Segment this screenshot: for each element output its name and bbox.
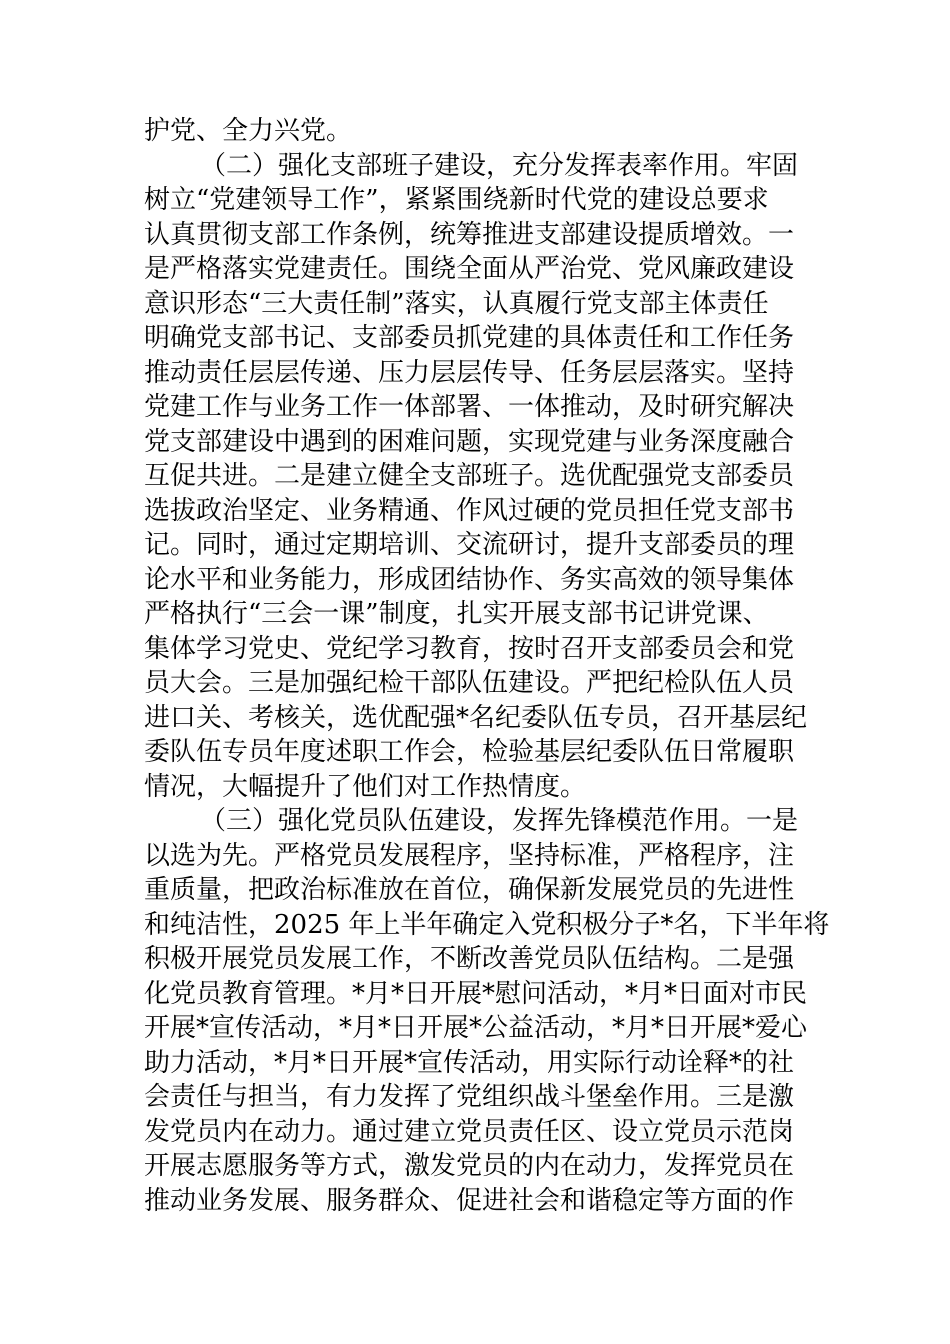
text-line: 论水平和业务能力，形成团结协作、务实高效的领导集体 — [144, 564, 795, 595]
text-line: 推动责任层层传递、压力层层传导、任务层层落实。坚持 — [144, 357, 795, 388]
text-line: 选拔政治坚定、业务精通、作风过硬的党员担任党支部书 — [144, 495, 795, 526]
text-line: 委队伍专员年度述职工作会，检验基层纪委队伍日常履职 — [144, 737, 795, 767]
text-line: 会责任与担当，有力发挥了党组织战斗堡垒作用。三是激 — [144, 1082, 795, 1112]
text-line: 和纯洁性，2025 年上半年确定入党积极分子*名，下半年将 — [144, 909, 830, 940]
text-line: 员大会。三是加强纪检干部队伍建设。严把纪检队伍人员 — [144, 668, 795, 698]
text-line: 党支部建设中遇到的困难问题，实现党建与业务深度融合 — [144, 426, 795, 457]
text-line: 护党、全力兴党。 — [144, 116, 353, 146]
text-line: 是严格落实党建责任。围绕全面从严治党、党风廉政建设 — [144, 254, 795, 284]
text-line: 开展志愿服务等方式，激发党员的内在动力，发挥党员在 — [144, 1151, 795, 1181]
text-line: 认真贯彻支部工作条例，统筹推进支部建设提质增效。一 — [144, 219, 795, 250]
text-line: 记。同时，通过定期培训、交流研讨，提升支部委员的理 — [144, 530, 795, 560]
section-heading-line: （三）强化党员队伍建设，发挥先锋模范作用。一是 — [200, 806, 799, 836]
text-line: 树立“党建领导工作”，紧紧围绕新时代党的建设总要求 — [144, 185, 769, 215]
text-line: 开展*宣传活动，*月*日开展*公益活动，*月*日开展*爱心 — [144, 1013, 808, 1043]
section-heading-line: （二）强化支部班子建设，充分发挥表率作用。牢固 — [200, 150, 799, 181]
document-body — [144, 114, 844, 1218]
text-line: 集体学习党史、党纪学习教育，按时召开支部委员会和党 — [144, 633, 795, 664]
text-line: 化党员教育管理。*月*日开展*慰问活动，*月*日面对市民 — [144, 978, 808, 1009]
text-line: 情况，大幅提升了他们对工作热情度。 — [144, 771, 587, 802]
text-line: 严格执行“三会一课”制度，扎实开展支部书记讲党课、 — [144, 599, 769, 629]
text-line: 明确党支部书记、支部委员抓党建的具体责任和工作任务 — [144, 323, 795, 353]
text-line: 重质量，把政治标准放在首位，确保新发展党员的先进性 — [144, 875, 795, 905]
text-line: 积极开展党员发展工作，不断改善党员队伍结构。二是强 — [144, 944, 795, 974]
text-line: 进口关、考核关，选优配强*名纪委队伍专员，召开基层纪 — [144, 702, 808, 733]
text-line: 推动业务发展、服务群众、促进社会和谐稳定等方面的作 — [144, 1185, 795, 1216]
text-line: 党建工作与业务工作一体部署、一体推动，及时研究解决 — [144, 392, 795, 422]
text-line: 以选为先。严格党员发展程序，坚持标准，严格程序，注 — [144, 840, 795, 871]
text-line: 互促共进。二是建立健全支部班子。选优配强党支部委员 — [144, 461, 795, 491]
text-line: 发党员内在动力。通过建立党员责任区、设立党员示范岗 — [144, 1116, 795, 1147]
text-line: 意识形态“三大责任制”落实，认真履行党支部主体责任 — [144, 288, 769, 319]
text-line: 助力活动，*月*日开展*宣传活动，用实际行动诠释*的社 — [144, 1047, 795, 1078]
